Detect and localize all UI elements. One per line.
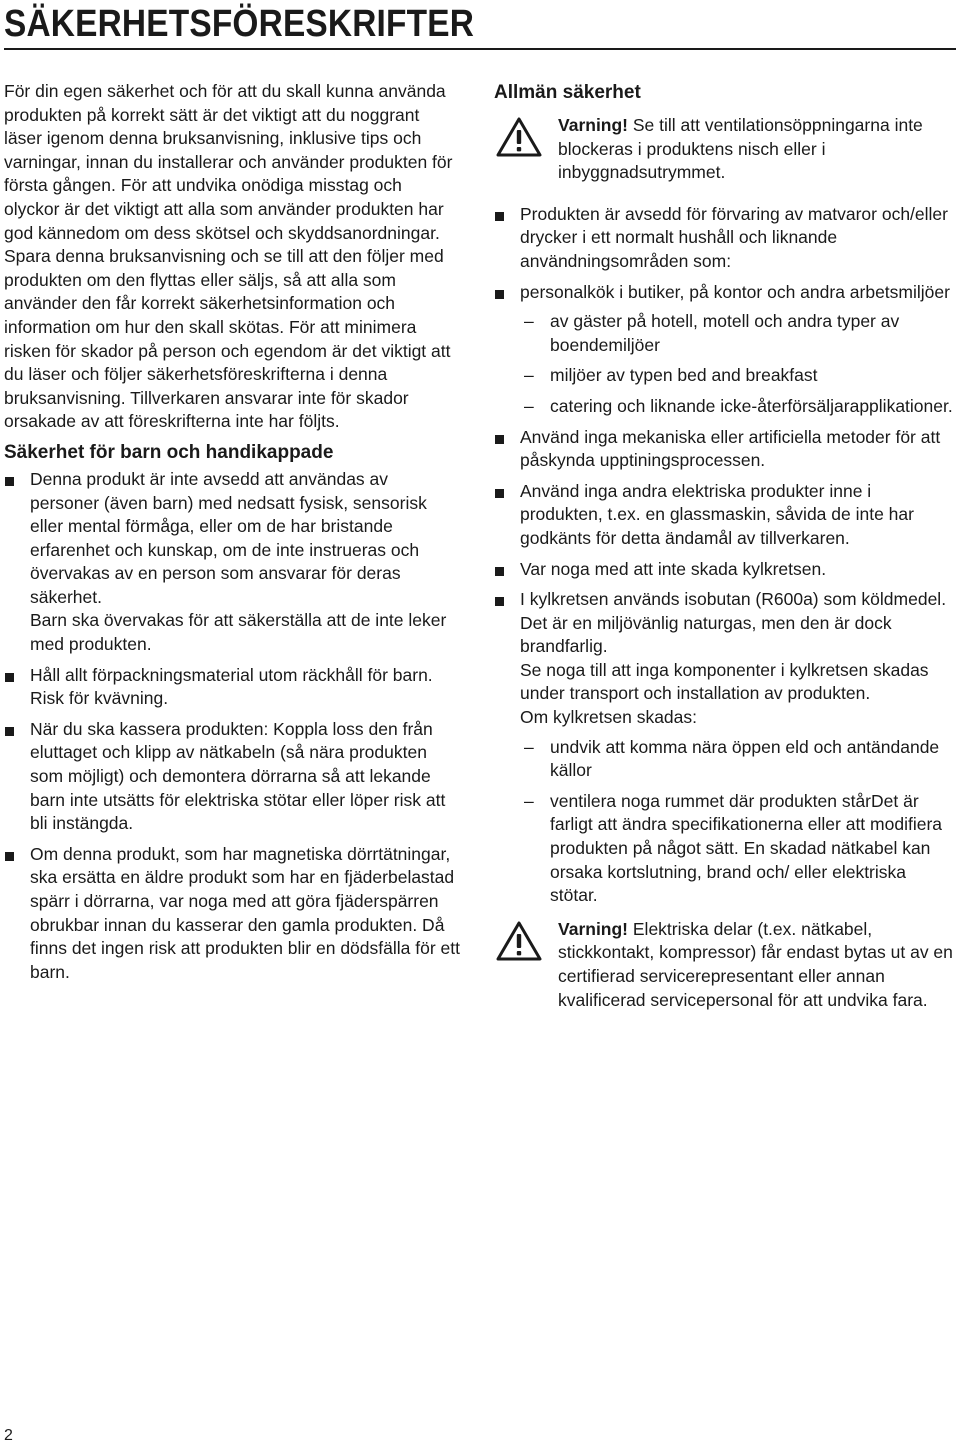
warning-triangle-icon	[496, 920, 542, 962]
item-text: Använd inga andra elektriska produkter inne i produkten, t.ex. en glassmaskin, såvida de inte har godkänts för detta ändamål av tillverkaren.	[520, 480, 914, 548]
left-column	[4, 80, 460, 991]
list-item	[4, 718, 460, 836]
dash-bullet: –	[524, 736, 534, 757]
item-text: När du ska kassera produkten: Koppla loss den från eluttaget och klipp av nätkabeln (så nära produkten som möjligt) och demontera dörrarna så att lekande barn inte utsätts för elektriska stötar eller löper risk att bli instängda.	[30, 718, 446, 834]
item-text: Barn ska övervakas för att säkerställa att de inte leker med produkten.	[30, 610, 447, 655]
general-safety-heading: Allmän säkerhet	[494, 82, 641, 103]
title-rule	[4, 48, 956, 50]
children-safety-heading: Säkerhet för barn och handikappade	[4, 441, 334, 463]
right-column	[494, 80, 956, 1030]
sub-item-text: av gäster på hotell, motell och andra typer av boendemiljöer	[550, 311, 900, 355]
square-bullet-icon	[495, 435, 504, 444]
square-bullet-icon	[5, 852, 14, 861]
dash-bullet: –	[524, 790, 534, 811]
list-item	[494, 203, 956, 274]
square-bullet-icon	[5, 727, 14, 736]
warning-label: Varning!	[558, 115, 629, 135]
item-text: Om kylkretsen skadas:	[520, 707, 697, 728]
square-bullet-icon	[5, 477, 14, 486]
general-safety-list	[494, 203, 956, 908]
warning-body: Se till att ventilationsöppningarna inte blockeras i produktens nisch eller i inbyggnadsutrymmet.	[558, 115, 923, 183]
list-item	[494, 281, 956, 419]
warning-text	[558, 918, 956, 1012]
page-title: SÄKERHETSFÖRESKRIFTER	[4, 3, 475, 45]
item-text: Se noga till att inga komponenter i kylkretsen skadas under transport och installation av produkten.	[520, 659, 929, 704]
square-bullet-icon	[495, 597, 504, 606]
list-item	[494, 426, 956, 473]
item-text: I kylkretsen används isobutan (R600a) som köldmedel. Det är en miljövänlig naturgas, men den är dock brandfarlig.	[520, 589, 947, 657]
square-bullet-icon	[495, 567, 504, 576]
item-text: Använd inga mekaniska eller artificiella metoder för att påskynda upptiningsprocessen.	[520, 426, 941, 471]
sub-item-text: undvik att komma nära öppen eld och antändande källor	[550, 736, 940, 781]
item-text: Håll allt förpackningsmaterial utom räckhåll för barn. Risk för kvävning.	[30, 664, 433, 709]
sub-list	[520, 736, 956, 908]
warning-block	[494, 114, 956, 185]
item-text: Om denna produkt, som har magnetiska dörrtätningar, ska ersätta en äldre produkt som har en fjäderbelastad spärr i dörrarna, var noga med att göra fjäderspärren obrukbar innan du kasserar den gamla produkten. Då finns det ingen risk att produkten blir en dödsfälla för ett barn.	[30, 843, 460, 982]
sub-list-item	[520, 790, 956, 908]
page-number: 2	[4, 1427, 13, 1444]
square-bullet-icon	[5, 673, 14, 682]
item-text: Produkten är avsedd för förvaring av matvaror och/eller drycker i ett normalt hushåll och liknande användningsområden som:	[520, 203, 948, 271]
square-bullet-icon	[495, 489, 504, 498]
item-text: Denna produkt är inte avsedd att användas av personer (även barn) med nedsatt fysisk, sensorisk eller mental förmåga, eller om de har bristande erfarenhet och kunskap, om de inte instrueras och övervakas av en person som ansvarar för deras säkerhet.	[30, 468, 427, 607]
sub-item-text: ventilera noga rummet där produkten stårDet är farligt att ändra specifikationerna eller att modifiera produkten på något sätt. En skadad nätkabel kan orsaka kortslutning, brand och/ eller elektriska stötar.	[550, 790, 943, 906]
warning-body: Elektriska delar (t.ex. nätkabel, stickkontakt, kompressor) får endast bytas ut av en certifierad servicerepresentant eller annan kvalificerad servicepersonal för att undvika fara.	[558, 918, 953, 1010]
warning-text	[558, 114, 956, 185]
dash-bullet: –	[524, 365, 534, 386]
sub-list	[520, 310, 956, 418]
list-item	[494, 480, 956, 551]
list-item	[494, 558, 956, 582]
intro-paragraph: För din egen säkerhet och för att du skall kunna använda produkten på korrekt sätt är det viktigt att du noggrant läser igenom denna bruksanvisning, inklusive tips och varningar, innan du installerar och använder produkten för första gången. För att undvika onödiga misstag och olyckor är det viktigt att alla som använder produkten har god kännedom om dess skötsel och skyddsanordningar. Spara denna bruksanvisning och se till att den följer med produkten om den flyttas eller säljs, så att alla som använder den får korrekt säkerhetsinformation och information om hur den skall skötas. För att minimera risken för skador på person och egendom är det viktigt att du läser och följer säkerhetsföreskrifterna i denna bruksanvisning. Tillverkaren ansvarar inte för skador orsakade av att föreskrifterna inte har följts.	[4, 81, 453, 432]
dash-bullet: –	[524, 311, 534, 332]
list-item	[4, 843, 460, 985]
dash-bullet: –	[524, 395, 534, 416]
sub-item-text: catering och liknande icke-återförsäljarapplikationer.	[550, 395, 953, 416]
list-item	[4, 664, 460, 711]
sub-item-text: miljöer av typen bed and breakfast	[550, 365, 818, 386]
list-item	[494, 588, 956, 908]
square-bullet-icon	[495, 290, 504, 299]
square-bullet-icon	[495, 212, 504, 221]
children-safety-list	[4, 468, 460, 984]
item-text: Var noga med att inte skada kylkretsen.	[520, 558, 827, 579]
warning-block	[494, 918, 956, 1012]
warning-triangle-icon	[496, 116, 542, 158]
sub-list-item	[520, 364, 956, 388]
list-item	[4, 468, 460, 657]
warning-label: Varning!	[558, 918, 629, 939]
sub-list-item	[520, 310, 956, 357]
item-text: personalkök i butiker, på kontor och andra arbetsmiljöer	[520, 281, 950, 302]
sub-list-item	[520, 736, 956, 783]
sub-list-item	[520, 395, 956, 419]
